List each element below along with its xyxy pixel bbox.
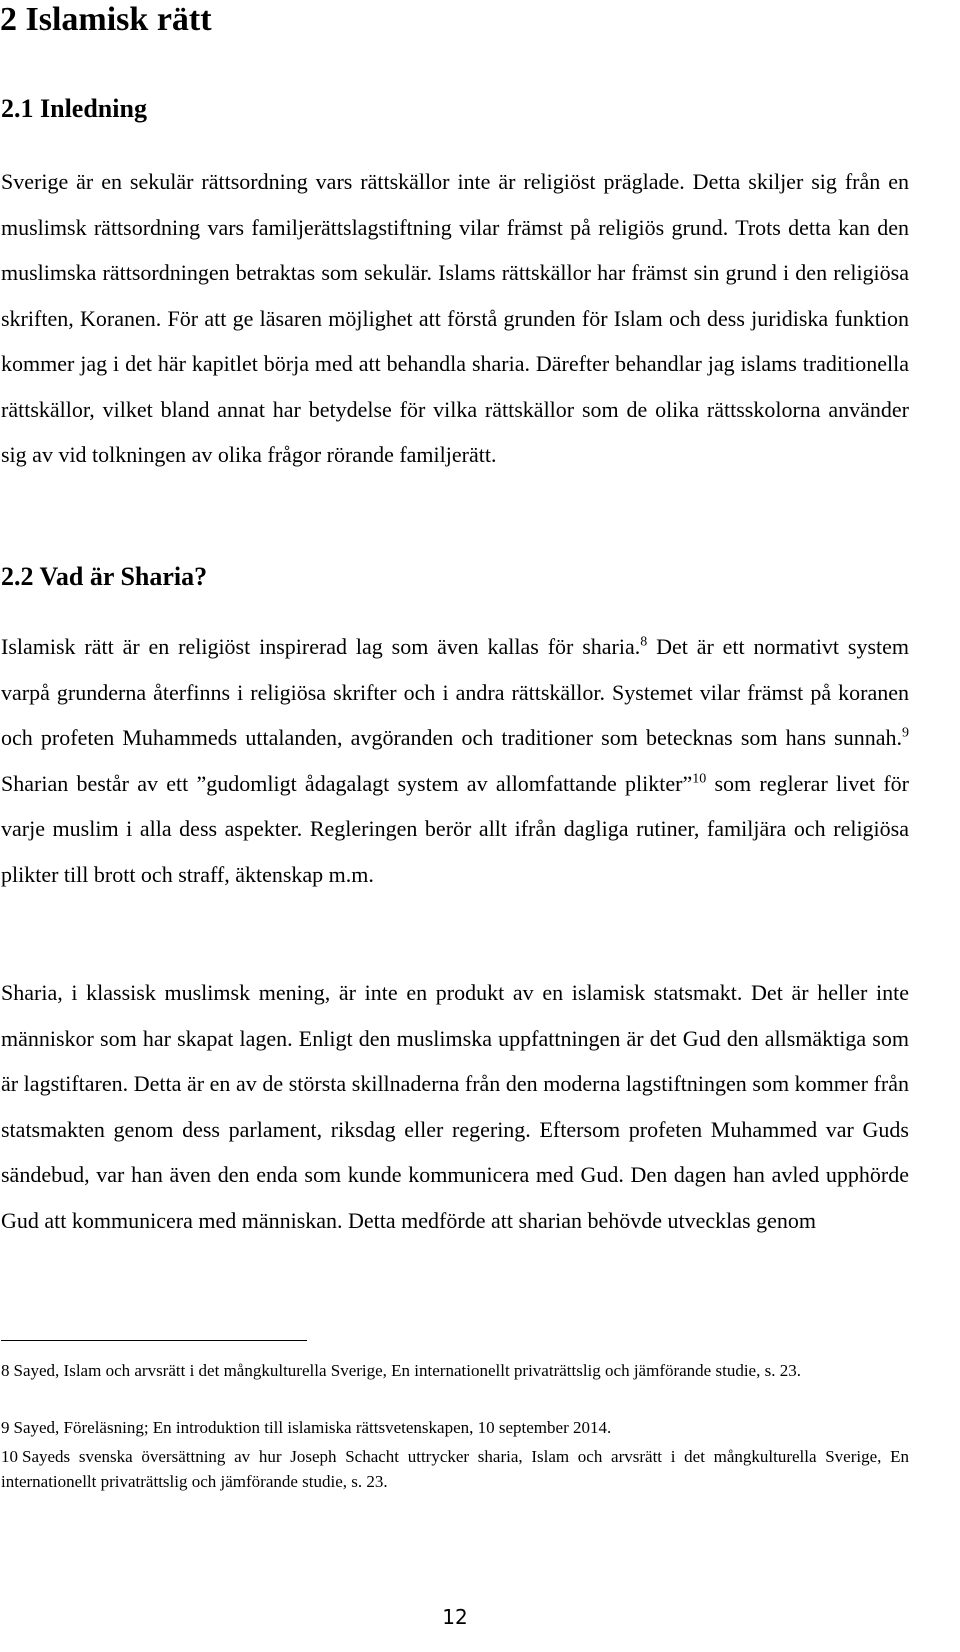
footnote-number: 9 — [1, 1418, 10, 1437]
paragraph-text: Sharian består av ett ”gudomligt ådagalagt system av allomfattande plikter” — [1, 770, 693, 796]
footnote-number: 10 — [1, 1447, 18, 1466]
footnote-9 — [1, 1415, 909, 1440]
footnote-number: 8 — [1, 1361, 10, 1380]
footnote-ref-8[interactable]: 8 — [640, 634, 648, 650]
footnote-ref-10[interactable]: 10 — [692, 771, 707, 787]
page-number: 12 — [442, 1605, 468, 1629]
paragraph-sharia-definition — [1, 624, 909, 897]
paragraph-inledning: Sverige är en sekulär rättsordning vars rättskällor inte är religiöst präglade. Detta skiljer sig från en muslimsk rättsordning vars familjerättslagstiftning vilar främst på religiös grund. Trots detta kan den muslimska rättsordningen betraktas som sekulär. Islams rättskällor har främst sin grund i den religiösa skriften, Koranen. För att ge läsaren möjlighet att förstå grunden för Islam och dess juridiska funktion kommer jag i det här kapitlet börja med att behandla sharia. Därefter behandlar jag islams traditionella rättskällor, vilket bland annat har betydelse för vilka rättskällor som de olika rättsskolorna använder sig av vid tolkningen av olika frågor rörande familjerätt. — [1, 169, 909, 467]
footnote-text: Sayeds svenska översättning av hur Joseph Schacht uttrycker sharia, Islam och arvsrätt i det mångkulturella Sverige, En internationellt privaträttslig och jämförande studie, s. 23. — [1, 1447, 909, 1491]
paragraph-text: Islamisk rätt är en religiöst inspirerad lag som även kallas för sharia. — [1, 634, 641, 659]
footnote-text: Sayed, Islam och arvsrätt i det mångkulturella Sverige, En internationellt privaträttslig och jämförande studie, s. 23. — [13, 1361, 801, 1380]
footnote-separator — [1, 1340, 307, 1341]
chapter-heading: 2 Islamisk rätt — [0, 1, 212, 38]
paragraph-sharia-origin: Sharia, i klassisk muslimsk mening, är inte en produkt av en islamisk statsmakt. Det är heller inte människor som har skapat lagen. Enligt den muslimska uppfattningen är det Gud den allsmäktiga som är lagstiftaren. Detta är en av de största skillnaderna från den moderna lagstiftningen som kommer från statsmakten genom dess parlament, riksdag eller regering. Eftersom profeten Muhammed var Guds sändebud, var han även den enda som kunde kommunicera med Gud. Den dagen han avled upphörde Gud att kommunicera med människan. Detta medförde att sharian behövde utvecklas genom — [1, 980, 909, 1233]
footnote-text: Sayed, Föreläsning; En introduktion till islamiska rättsvetenskapen, 10 september 2014. — [13, 1418, 612, 1437]
paragraph-text: Det är ett normativt system varpå grunderna återfinns i religiösa skrifter och i andra rättskällor. Systemet vilar främst på koranen och profeten Muhammeds uttalanden, avgöranden och traditioner som betecknas som hans sunnah. — [1, 634, 910, 750]
footnote-10 — [1, 1444, 909, 1494]
footnote-ref-9[interactable]: 9 — [902, 725, 909, 741]
paragraph-text: som reglerar livet för varje muslim i alla dess aspekter. Regleringen berör allt ifrån dagliga rutiner, familjära och religiösa plikter till brott och straff, äktenskap m.m. — [1, 770, 910, 887]
footnote-8 — [1, 1358, 909, 1383]
section-heading-vad-ar-sharia: 2.2 Vad är Sharia? — [1, 562, 208, 591]
section-heading-inledning: 2.1 Inledning — [1, 94, 147, 123]
